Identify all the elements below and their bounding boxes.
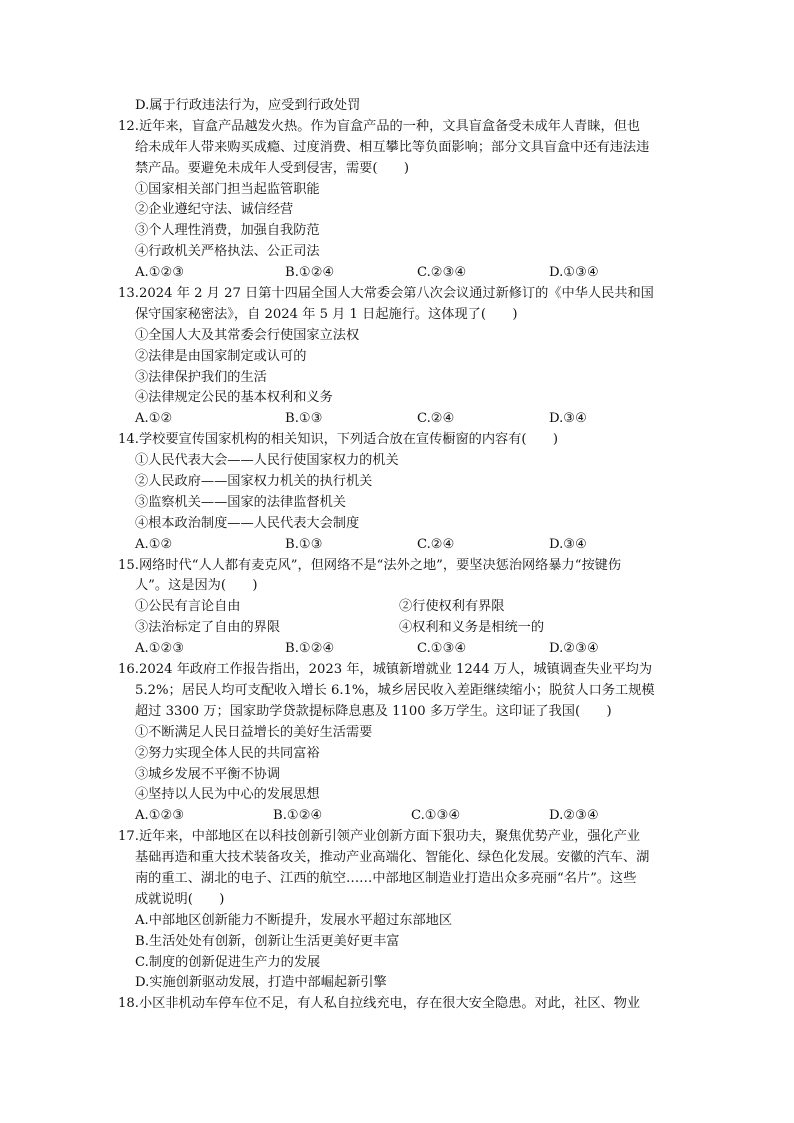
q14-option-b[interactable]: B.①③ <box>285 536 323 552</box>
q13-option-a[interactable]: A.①② <box>135 411 173 427</box>
q14-option-d[interactable]: D.③④ <box>549 536 587 552</box>
q16-option-d[interactable]: D.②③④ <box>549 808 599 824</box>
q13-item: ①全国人大及其常委会行使国家立法权 <box>135 327 360 343</box>
q12-stem-line: 给未成年人带来购买成瘾、过度消费、相互攀比等负面影响；部分文具盲盒中还有违法违 <box>135 139 650 155</box>
q13-options <box>118 409 678 430</box>
q16-stem-line: 超过 3300 万；国家助学贷款提标降息惠及 1100 多万学生。这印证了我国( ) <box>135 703 612 719</box>
q16-item: ③城乡发展不平衡不协调 <box>135 766 281 782</box>
q12-item: ③个人理性消费，加强自我防范 <box>135 223 320 239</box>
q16-item: ④坚持以人民为中心的发展思想 <box>135 787 320 803</box>
q15-options <box>118 639 678 660</box>
q16-option-b[interactable]: B.①②④ <box>273 808 323 824</box>
q17-stem-line: 基础再造和重大技术装备攻关，推动产业高端化、智能化、绿色化发展。安徽的汽车、湖 <box>135 850 650 866</box>
q15-option-c[interactable]: C.①③④ <box>417 641 467 657</box>
q13-option-d[interactable]: D.③④ <box>549 411 587 427</box>
q15-item: ③法治标定了自由的界限 <box>135 620 281 636</box>
q15-option-a[interactable]: A.①②③ <box>135 641 185 657</box>
question-list <box>118 96 678 1015</box>
q12-options <box>118 263 678 284</box>
question-16 <box>118 660 678 827</box>
q15-item-row <box>118 618 678 639</box>
q12-item: ④行政机关严格执法、公正司法 <box>135 244 320 260</box>
question-18 <box>118 994 678 1015</box>
q14-option-a[interactable]: A.①② <box>135 536 173 552</box>
q13-item: ③法律保护我们的生活 <box>135 369 267 385</box>
q16-item: ①不断满足人民日益增长的美好生活需要 <box>135 724 373 740</box>
q13-stem-line: 13.2024 年 2 月 27 日第十四届全国人大常委会第八次会议通过新修订的《中华人民共和国 <box>118 286 654 302</box>
q17-stem-line: 17.近年来，中部地区在以科技创新引领产业创新方面下狠功夫，聚焦优势产业，强化产业 <box>118 829 641 845</box>
q12-item: ②企业遵纪守法、诚信经营 <box>135 202 294 218</box>
q17-stem-line: 南的重工、湖北的电子、江西的航空……中部地区制造业打造出众多亮丽“名片”。这些 <box>135 870 637 886</box>
q16-option-c[interactable]: C.①③④ <box>411 808 461 824</box>
q18-stem-line: 18.小区非机动车停车位不足，有人私自拉线充电，存在很大安全隐患。对此，社区、物业 <box>118 996 641 1012</box>
q17-choice-b[interactable]: B.生活处处有创新，创新让生活更美好更丰富 <box>135 933 400 949</box>
q13-stem-line: 保守国家秘密法》，自 2024 年 5 月 1 日起施行。这体现了( ) <box>135 306 518 322</box>
q13-option-b[interactable]: B.①③ <box>285 411 323 427</box>
q16-stem-line: 5.2%；居民人均可支配收入增长 6.1%，城乡居民收入差距继续缩小；脱贫人口务工规模 <box>135 682 655 698</box>
q12-item: ①国家相关部门担当起监管职能 <box>135 181 320 197</box>
q14-item: ③监察机关——国家的法律监督机关 <box>135 494 346 510</box>
q12-stem-line: 禁产品。要避免未成年人受到侵害，需要( ) <box>135 160 410 176</box>
q15-option-d[interactable]: D.②③④ <box>549 641 599 657</box>
q16-options <box>118 806 678 827</box>
q14-option-c[interactable]: C.②④ <box>417 536 455 552</box>
q13-item: ②法律是由国家制定或认可的 <box>135 348 307 364</box>
q14-options <box>118 535 678 556</box>
question-14 <box>118 430 678 555</box>
q13-option-c[interactable]: C.②④ <box>417 411 455 427</box>
q14-item: ②人民政府——国家权力机关的执行机关 <box>135 474 373 490</box>
q12-stem-line: 12.近年来，盲盒产品越发火热。作为盲盒产品的一种，文具盲盒备受未成年人青睐，但也 <box>118 118 641 134</box>
question-15 <box>118 556 678 660</box>
q14-item: ①人民代表大会——人民行使国家权力的机关 <box>135 453 399 469</box>
q14-item: ④根本政治制度——人民代表大会制度 <box>135 515 360 531</box>
question-12 <box>118 117 678 284</box>
q12-option-c[interactable]: C.②③④ <box>417 265 467 281</box>
q16-stem-line: 16.2024 年政府工作报告指出，2023 年，城镇新增就业 1244 万人，城镇调查失业平均为 <box>118 662 653 678</box>
q13-item: ④法律规定公民的基本权利和义务 <box>135 390 333 406</box>
q14-stem-line: 14.学校要宣传国家机构的相关知识，下列适合放在宣传橱窗的内容有( ) <box>118 432 559 448</box>
q15-item: ④权利和义务是相统一的 <box>399 620 545 636</box>
q15-item-row <box>118 597 678 618</box>
q15-item: ①公民有言论自由 <box>135 599 241 615</box>
q17-stem-line: 成就说明( ) <box>135 891 225 907</box>
q15-stem-line: 人”。这是因为( ) <box>135 578 258 594</box>
q16-item: ②努力实现全体人民的共同富裕 <box>135 745 320 761</box>
q15-option-b[interactable]: B.①②④ <box>285 641 335 657</box>
q17-choice-c[interactable]: C.制度的创新促进生产力的发展 <box>135 954 321 970</box>
question-13 <box>118 284 678 430</box>
q17-choice-a[interactable]: A.中部地区创新能力不断提升，发展水平超过东部地区 <box>135 912 453 928</box>
q17-choice-d[interactable]: D.实施创新驱动发展，打造中部崛起新引擎 <box>135 975 387 991</box>
q12-option-a[interactable]: A.①②③ <box>135 265 185 281</box>
q15-item: ②行使权利有界限 <box>399 599 505 615</box>
q16-option-a[interactable]: A.①②③ <box>135 808 185 824</box>
q12-option-b[interactable]: B.①②④ <box>285 265 335 281</box>
question-17 <box>118 827 678 994</box>
q12-option-d[interactable]: D.①③④ <box>549 265 599 281</box>
q11-choice-d: D.属于行政违法行为，应受到行政处罚 <box>135 98 361 113</box>
q15-stem-line: 15.网络时代“人人都有麦克风”，但网络不是“法外之地”，要坚决惩治网络暴力“按键伤 <box>118 557 622 573</box>
